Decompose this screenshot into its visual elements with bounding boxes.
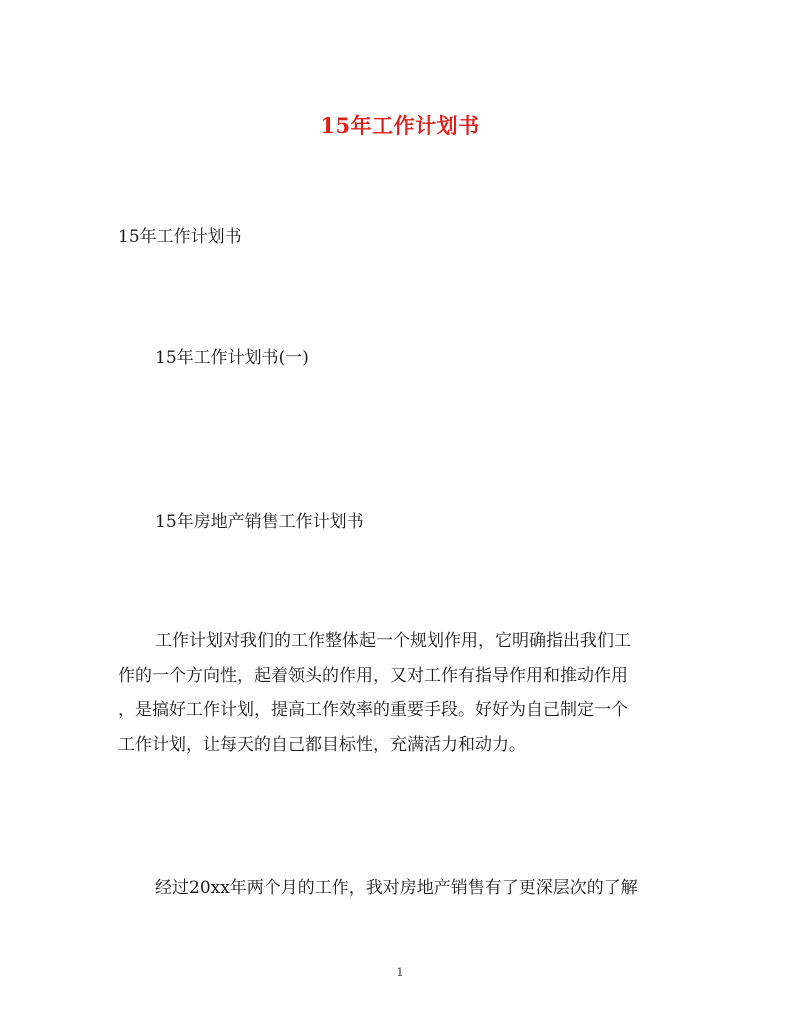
- paragraph-line: ，是搞好工作计划，提高工作效率的重要手段。好好为自己制定一个: [118, 700, 628, 720]
- page-number: 1: [396, 966, 404, 979]
- paragraph-line: 工作计划，让每天的自己都目标性，充满活力和动力。: [118, 734, 526, 755]
- paragraph-line: 工作计划对我们的工作整体起一个规划作用，它明确指出我们工: [155, 631, 631, 651]
- document-title: 15年工作计划书: [320, 113, 480, 138]
- intro-paragraph: [118, 630, 683, 768]
- document-heading: 15年工作计划书: [118, 227, 242, 247]
- section-subtitle: 15年房地产销售工作计划书: [155, 512, 364, 532]
- paragraph-line: 作的一个方向性，起着领头的作用，又对工作有指导作用和推动作用: [118, 665, 628, 686]
- paragraph-start: 经过20xx年两个月的工作，我对房地产销售有了更深层次的了解: [155, 878, 638, 898]
- section-title: 15年工作计划书(一): [155, 348, 309, 368]
